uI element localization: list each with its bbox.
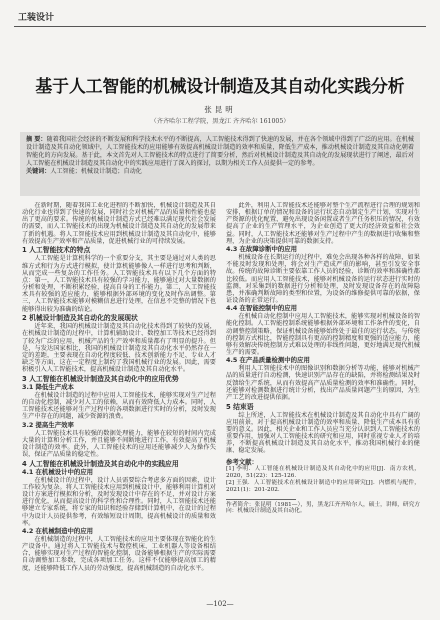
abstract	[26, 136, 414, 168]
body-paragraph: 在机械自动化控制中应用人工智能技术，能够实现对机械设备的智能化控制。人工智能控制系统能够根据外部环境和工作条件的变化，自动调整控制策略，保证机械设备能够始终处于最佳的运行状态。与传统的控制方式相比，智能控制具有更高的控制精度和更强的适应能力，能够有效解决传统控制方式难以处理的非线性问题，更好地满足现代机械生产的需要。	[226, 313, 420, 356]
body-paragraph: 人工智能技术具有较强的数据处理能力，能够在较短的时间内完成大量的计算和分析工作，并且能够不间断地进行工作，有效提高了机械设计制造的效率。此外，人工智能技术的应用还能够减少人为操作失误，保证产品质量的稳定性。	[22, 429, 216, 459]
reference-item: [2] 王强．人工智能技术在机械设计制造中的应用研究[J]．内燃机与配件，2021(1)：201-202．	[226, 480, 420, 493]
body-paragraph: 利用人工智能技术中的图像识别和数据分析等功能，能够对机械产品的质量进行自动检测，快速识别产品存在的缺陷，并将检测结果及时反馈给生产系统，从而有效提高产品质量检测的效率和准确性。同时，还能够对检测数据进行统计分析，找出产品质量问题产生的原因，为生产工艺的改进提供依据。	[226, 365, 420, 401]
section-heading: 3 人工智能在机械设计制造及其自动化中的应用优势	[22, 374, 179, 383]
body-paragraph: 在机械设计制造的过程中应用人工智能技术，能够实现对生产过程的自动化控制，减少对人工的依赖，从而有效降低人力成本。同时，人工智能技术还能够对生产过程中的各项数据进行实时的分析，及时发现生产中存在的问题，减少资源的浪费。	[22, 391, 216, 421]
body-paragraph: 在机械制造的过程中，人工智能技术的应用主要体现在智能化的生产设备中。通过将人工智能技术与数控机床、工业机器人等设备相结合，能够实现对生产过程的智能化控制，设备能够根据生产的实际需要自动调整加工参数，完成各项加工任务。这样不仅能够提高加工的精度，还能够降低工作人员的劳动强度，提高机械制造的自动化水平。	[22, 536, 216, 572]
subsection-heading: 3.1 降低生产成本	[22, 382, 74, 391]
keywords	[26, 168, 414, 176]
journal-section-label: 工装设计	[18, 13, 55, 23]
section-heading: 1 人工智能技术的特点	[22, 246, 91, 255]
subsection-heading: 4.4 在智能控制中的应用	[226, 304, 298, 313]
section-heading: 2 机械设计制造及其自动化的发展现状	[22, 314, 138, 323]
section-heading: 5 结束语	[226, 402, 254, 411]
section-heading: 4 人工智能在机械设计制造及其自动化中的实践应用	[22, 459, 179, 468]
abstract-label: 摘 要：	[26, 136, 47, 143]
body-paragraph: 此外，利用人工智能技术还能够对整个生产流程进行合理的规划和安排，根据订单的情况和设备的运行状态自动制定生产计划，实现对生产资源的优化配置，避免出现设备闲置或者生产任务积压的情况，有效提高了企业的生产管理水平，为企业创造了更大的经济效益和社会效益。同时，人工智能技术还能够对生产过程中产生的数据进行收集和整理，为企业的决策提供可靠的数据支持。	[226, 202, 420, 245]
subsection-heading: 4.1 在机械设计中的应用	[22, 467, 94, 476]
body-paragraph: 机械设备在长期运行的过程中，难免会出现各种各样的故障，如果不能及时发现和处理，将会对生产造成严重的影响，甚至引发安全事故。传统的故障诊断主要依靠工作人员的经验，诊断的效率和准确性都比较低。而应用人工智能技术，能够对机械设备的运行状态进行实时的监测，对采集到的数据进行分析和处理，及时发现设备存在的故障隐患，并准确判断故障的类型和位置，为设备的维修提供可靠的依据，保证设备的正常运行。	[226, 254, 420, 304]
intro-paragraph: 在新时期，随着我国工业化进程的不断加快，机械设计制造及其自动化行业也得到了快速的发展，同时社会对机械产品的质量和性能也提出了更高的要求。传统的机械设计制造方式已经难以满足现代社会发展的需要，而人工智能技术的出现为机械设计制造及其自动化的发展带来了新的机遇。将人工智能技术应用到机械设计制造及其自动化中，能够有效提高生产效率和产品质量，促进机械行业的可持续发展。	[22, 202, 216, 245]
body-paragraph: 在机械设计的过程中，设计人员需要综合考虑多方面的因素，设计工作较为复杂。将人工智能技术应用到机械设计中，能够利用计算机对设计方案进行模拟和分析，及时发现设计中存在的不足，并对设计方案进行优化，从而提高设计的科学性和合理性。同时，人工智能技术还能够建立专家系统，将专家的知识和经验存储到计算机中，在设计的过程中为设计人员提供参考，有效缩短设计周期，提高机械设计的质量和效率。	[22, 476, 216, 527]
body-paragraph: 近年来，我国的机械设计制造及其自动化技术得到了较快的发展，在机械设计制造的过程中，计算机辅助设计、数控加工等技术已经得到了较为广泛的应用，机械产品的生产效率和质量都有了明显的提升。但是，与发达国家相比，我国的机械设计制造及其自动化水平仍然存在一定的差距，主要表现在自动化程度较低、技术创新能力不足、专业人才缺乏等方面，这在一定程度上制约了我国机械行业的发展。因此，需要积极引入人工智能技术，提高机械设计制造及其自动化水平。	[22, 323, 216, 374]
subsection-heading: 4.5 在产品质量检测中的应用	[226, 356, 310, 365]
references-label: 参考文献：	[226, 458, 258, 467]
left-column	[22, 202, 216, 594]
abstract-text: 随着我国社会经济的不断发展和科学技术水平的不断提高，人工智能技术得到了快速的发展，并在各个领域中得到了广泛的应用。在机械设计制造及其自动化领域中，人工智能技术的应用能够有效提高机械设计制造的效率和质量，降低生产成本，推动机械设计制造及其自动化朝着智能化的方向发展。基于此，本文首先对人工智能技术的特点进行了简要分析，然后对机械设计制造及其自动化的发展现状进行了阐述，最后对人工智能在机械设计制造及其自动化中的实践应用进行了深入的探讨，以期为相关工作人员提供一定的参考。	[26, 136, 414, 168]
keywords-label: 关键词：	[26, 168, 51, 176]
page-number: —102—	[206, 600, 234, 608]
subsection-heading: 4.2 在机械制造中的应用	[22, 526, 94, 535]
body-paragraph: 综上所述，人工智能技术在机械设计制造及其自动化中具有广阔的应用前景，对于提高机械设计制造的效率和质量、降低生产成本具有重要的意义。因此，相关企业和工作人员应当充分认识到人工智能技术的重要作用，加强对人工智能技术的研究和应用，同时重视专业人才的培养，不断提高机械设计制造及其自动化水平，推动我国机械行业的健康、稳定发展。	[226, 411, 420, 455]
subsection-heading: 3.2 提高生产效率	[22, 420, 74, 429]
keywords-text: 人工智能；机械设计制造；自动化	[50, 168, 142, 176]
footnote-rule	[226, 499, 296, 500]
running-header	[14, 6, 426, 27]
references	[226, 458, 420, 493]
body-paragraph: 人工智能是计算机科学的一个重要分支，其主要是通过对人类的思维方式和行为方式进行模拟，使计算机能够像人一样进行思考和判断，从而完成一些复杂的工作任务。人工智能技术具有以下几个方面的特点：第一，人工智能技术具有较强的学习能力，能够通过对大量数据的分析和处理，不断积累经验，提高自身的工作能力。第二，人工智能技术具有较强的适应能力，能够根据外部环境的变化及时作出调整。第三，人工智能技术能够对模糊信息进行处理，在信息不完整的情况下也能够得出较为准确的结论。	[22, 255, 216, 313]
author-name: 张昆明	[204, 105, 236, 114]
article-title: 基于人工智能的机械设计制造及其自动化实践分析	[35, 76, 405, 96]
abstract-box	[20, 132, 420, 196]
reference-item: [1] 李明．人工智能在机械设计制造及其自动化中的应用[J]．南方农机，2020，51(22)：125-126．	[226, 466, 420, 480]
subsection-heading: 4.3 在故障诊断中的应用	[226, 244, 298, 253]
author-bio: 作者简介：张昆明（1981—），男，黑龙江齐齐哈尔人，硕士，讲师，研究方向：机械设计制造及其自动化。	[226, 501, 420, 515]
author-affiliation: （齐齐哈尔工程学院，黑龙江 齐齐哈尔 161005）	[150, 118, 290, 125]
right-column	[226, 202, 420, 594]
